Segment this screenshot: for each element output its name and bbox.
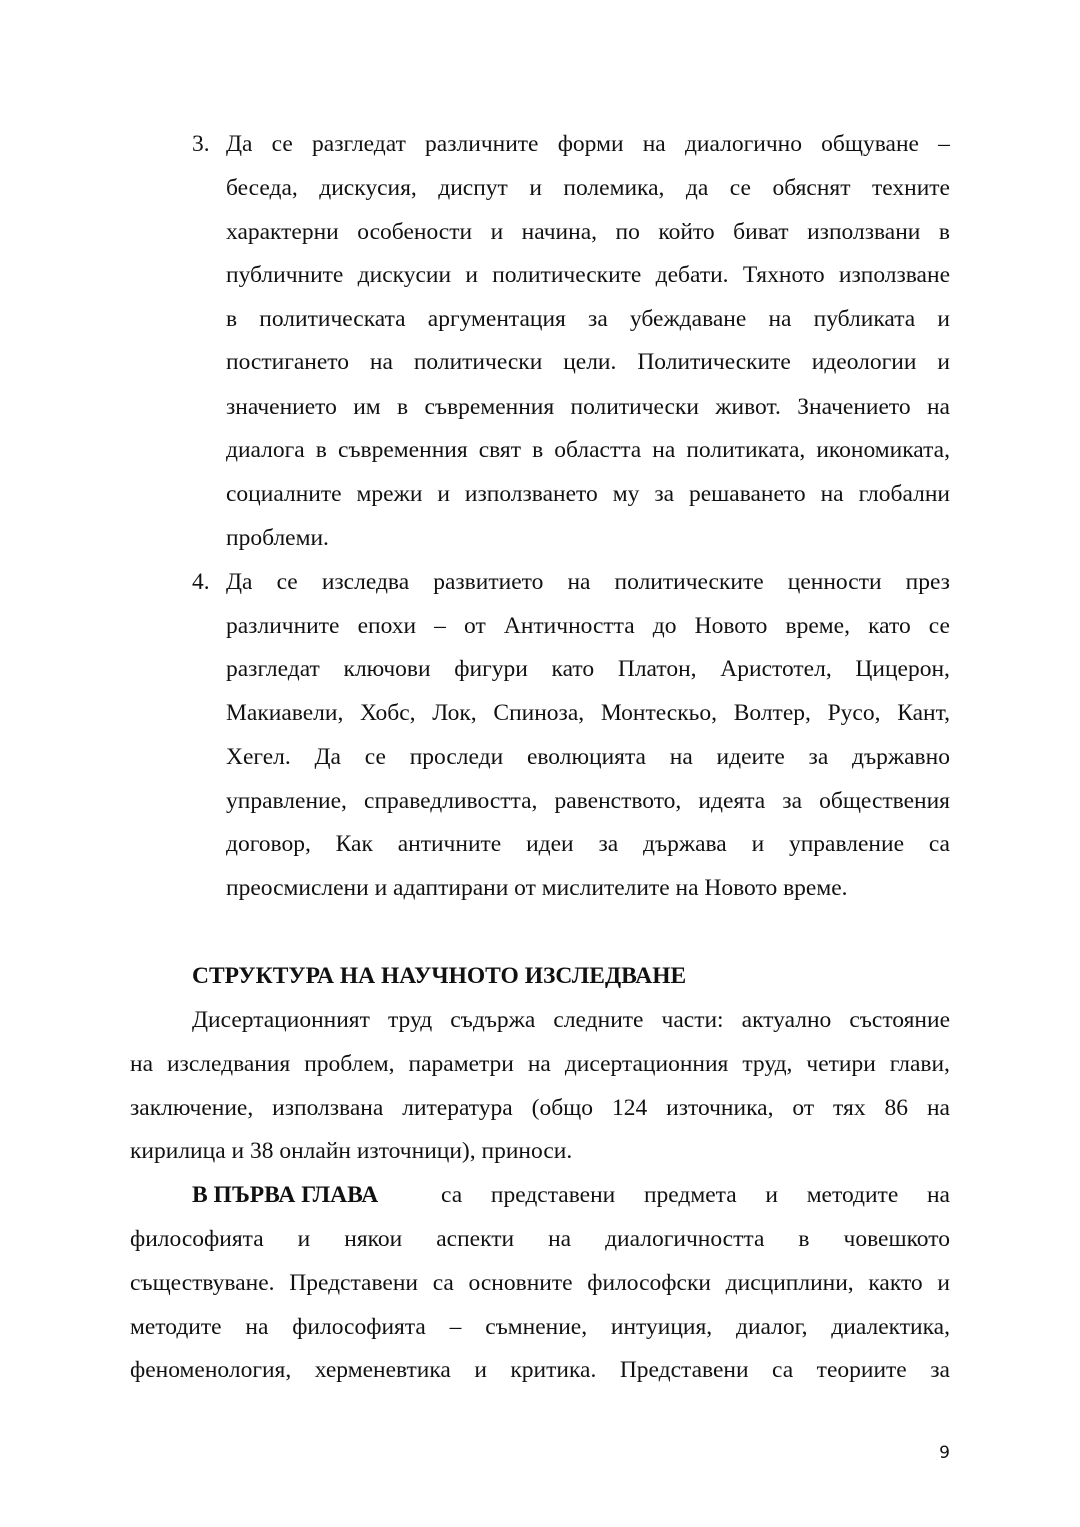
word: политическите: [492, 262, 642, 288]
word: –: [449, 1314, 462, 1340]
word: идеята: [698, 788, 766, 814]
word: се: [364, 744, 386, 770]
word: свят: [478, 437, 522, 463]
word: на: [245, 1314, 269, 1340]
word: дисциплини,: [725, 1270, 854, 1296]
word: равенството,: [554, 788, 682, 814]
word: в: [397, 394, 409, 420]
word: Спиноза,: [493, 700, 585, 726]
word: на: [527, 1051, 551, 1077]
word: актуално: [741, 1007, 832, 1033]
text-line: [226, 217, 950, 247]
word: обществения: [819, 788, 950, 814]
text-line: [226, 654, 950, 684]
word: както: [868, 1270, 923, 1296]
word: Лок,: [432, 700, 477, 726]
word: труд: [387, 1007, 433, 1033]
word: на: [768, 306, 792, 332]
word: и: [490, 219, 504, 245]
word: съвременния: [424, 394, 555, 420]
word: параметри: [408, 1051, 514, 1077]
word: социалните: [226, 481, 342, 507]
word: съдържа: [450, 1007, 536, 1033]
word: 124: [611, 1095, 648, 1121]
word: състояние: [849, 1007, 950, 1033]
word: живот.: [715, 394, 781, 420]
word: Да: [314, 744, 341, 770]
word: икономиката,: [816, 437, 950, 463]
word: –: [938, 131, 950, 157]
word: политиката,: [686, 437, 806, 463]
word: управление,: [226, 788, 347, 814]
word: на: [820, 481, 844, 507]
word: изследва: [321, 569, 410, 595]
word: през: [905, 569, 950, 595]
word: политическите: [614, 569, 764, 595]
word: методите: [806, 1182, 899, 1208]
word: се: [271, 131, 293, 157]
word: ключови: [343, 656, 431, 682]
word: му: [612, 481, 640, 507]
word: са: [772, 1357, 794, 1383]
word: източника,: [666, 1095, 774, 1121]
word: глобални: [858, 481, 950, 507]
word: в: [938, 219, 950, 245]
word: глави,: [889, 1051, 950, 1077]
word: заключение,: [130, 1095, 254, 1121]
word: на: [369, 349, 393, 375]
word: на: [567, 569, 591, 595]
word: фигури: [454, 656, 528, 682]
text-line: [226, 742, 950, 772]
word: изследвания: [166, 1051, 291, 1077]
word: критика.: [510, 1357, 597, 1383]
text-line: [226, 567, 950, 597]
word: Русо,: [827, 700, 881, 726]
word: дебати.: [655, 262, 729, 288]
text-line: [226, 435, 950, 465]
text-line: [441, 1180, 950, 1210]
word: Дисертационният: [192, 1007, 370, 1033]
word: еволюцията: [526, 744, 646, 770]
word: аспекти: [436, 1226, 515, 1252]
bold-lead: В ПЪРВА ГЛАВА: [192, 1182, 379, 1208]
word: обяснят: [772, 175, 851, 201]
word: и: [937, 349, 950, 375]
word: за: [598, 831, 619, 857]
word: на: [548, 1226, 572, 1252]
word: Представени: [289, 1270, 418, 1296]
word: Макиавели,: [226, 700, 344, 726]
word: Тяхното: [742, 262, 825, 288]
word: характерни: [226, 219, 339, 245]
word: в: [798, 1226, 810, 1252]
word: Политическите: [637, 349, 791, 375]
word: справедливостта,: [364, 788, 538, 814]
word: предмета: [643, 1182, 737, 1208]
word: Да: [226, 131, 253, 157]
word: проблем,: [304, 1051, 395, 1077]
word: интуиция,: [610, 1314, 713, 1340]
list-item-3-number: 3.: [192, 131, 210, 157]
text-line: проблеми.: [226, 525, 329, 551]
word: Монтескьо,: [600, 700, 717, 726]
word: някои: [344, 1226, 403, 1252]
word: дисертационния: [564, 1051, 729, 1077]
word: тях: [833, 1095, 866, 1121]
word: в: [532, 437, 544, 463]
word: проследи: [409, 744, 504, 770]
word: особености: [357, 219, 473, 245]
text-line: [226, 786, 950, 816]
word: дискусия,: [319, 175, 417, 201]
word: диалог,: [735, 1314, 808, 1340]
word: и: [765, 1182, 778, 1208]
word: на: [130, 1051, 154, 1077]
word: философията: [130, 1226, 264, 1252]
word: и: [437, 481, 450, 507]
word: значението: [226, 394, 337, 420]
word: ценности: [787, 569, 882, 595]
word: Волтер,: [733, 700, 811, 726]
word: и: [937, 306, 950, 332]
text-line: [226, 129, 950, 159]
word: съмнение,: [485, 1314, 588, 1340]
word: политически: [570, 394, 699, 420]
word: политически: [413, 349, 543, 375]
word: държава: [642, 831, 727, 857]
word: за: [588, 306, 608, 332]
word: като: [551, 656, 595, 682]
word: от: [792, 1095, 815, 1121]
text-line: [226, 829, 950, 859]
word: съществуване.: [130, 1270, 275, 1296]
word: диспут: [438, 175, 508, 201]
section-heading: СТРУКТУРА НА НАУЧНОТО ИЗСЛЕДВАНЕ: [192, 963, 687, 989]
text-line: [130, 1093, 950, 1123]
word: за: [654, 481, 675, 507]
word: диалогично: [684, 131, 802, 157]
word: Античността: [503, 613, 635, 639]
word: убеждаване: [629, 306, 747, 332]
text-line: [130, 1355, 950, 1385]
word: Кант,: [897, 700, 950, 726]
word: им: [353, 394, 381, 420]
word: на: [652, 437, 676, 463]
word: се: [729, 175, 751, 201]
word: Представени: [619, 1357, 749, 1383]
word: разгледат: [312, 131, 406, 157]
page-number: 9: [939, 1443, 950, 1463]
word: идеологии: [811, 349, 917, 375]
word: време,: [785, 613, 850, 639]
word: мрежи: [356, 481, 423, 507]
word: се: [928, 613, 950, 639]
word: античните: [397, 831, 502, 857]
word: Новото: [694, 613, 768, 639]
text-line: [226, 698, 950, 728]
word: и: [751, 831, 765, 857]
word: философски: [587, 1270, 711, 1296]
word: Аристотел,: [720, 656, 832, 682]
word: техните: [871, 175, 950, 201]
word: философията: [292, 1314, 426, 1340]
word: в: [315, 437, 327, 463]
word: общуване: [821, 131, 919, 157]
word: са: [441, 1182, 463, 1208]
word: който: [658, 219, 715, 245]
word: по: [615, 219, 640, 245]
word: използвана: [272, 1095, 384, 1121]
text-line: [226, 479, 950, 509]
word: части:: [661, 1007, 724, 1033]
word: държавно: [852, 744, 950, 770]
word: методите: [130, 1314, 222, 1340]
text-line: [130, 1268, 950, 1298]
word: публичните: [226, 262, 344, 288]
text-line: преосмислени и адаптирани от мислителите на Новото време.: [226, 875, 848, 901]
word: различните: [425, 131, 539, 157]
word: и: [297, 1226, 311, 1252]
word: форми: [557, 131, 624, 157]
word: развитието: [433, 569, 544, 595]
word: използвани: [807, 219, 921, 245]
word: Как: [335, 831, 373, 857]
word: използване: [838, 262, 950, 288]
word: биват: [733, 219, 789, 245]
word: епохи: [357, 613, 417, 639]
word: различните: [226, 613, 340, 639]
word: идеи: [526, 831, 574, 857]
word: областта: [554, 437, 642, 463]
word: за: [808, 744, 829, 770]
word: политическата: [259, 306, 406, 332]
word: решаването: [689, 481, 806, 507]
word: постигането: [226, 349, 349, 375]
word: използването: [464, 481, 598, 507]
text-line: [192, 1005, 950, 1035]
word: на: [669, 744, 693, 770]
word: 86: [884, 1095, 909, 1121]
word: теориите: [816, 1357, 907, 1383]
word: Хобс,: [360, 700, 416, 726]
word: и: [937, 1270, 950, 1296]
word: херменевтика: [314, 1357, 451, 1383]
word: на: [642, 131, 666, 157]
word: основните: [468, 1270, 573, 1296]
text-line: [226, 260, 950, 290]
word: Значението: [797, 394, 911, 420]
word: Да: [226, 569, 253, 595]
word: до: [652, 613, 677, 639]
word: диалектика,: [831, 1314, 950, 1340]
word: диалогичността: [605, 1226, 765, 1252]
text-line: [226, 173, 950, 203]
word: идеите: [716, 744, 785, 770]
word: се: [276, 569, 298, 595]
word: Хегел.: [226, 744, 291, 770]
word: в: [226, 306, 238, 332]
word: и: [465, 262, 478, 288]
text-line: [226, 611, 950, 641]
text-line: [226, 392, 950, 422]
word: договор,: [226, 831, 311, 857]
word: публиката: [813, 306, 916, 332]
word: Цицерон,: [855, 656, 950, 682]
text-line: [130, 1224, 950, 1254]
word: дискусии: [357, 262, 452, 288]
word: беседа,: [226, 175, 298, 201]
word: Платон,: [617, 656, 697, 682]
word: диалога: [226, 437, 305, 463]
word: са: [928, 831, 950, 857]
word: (общо: [531, 1095, 594, 1121]
word: съвременния: [337, 437, 468, 463]
text-line: кирилица и 38 онлайн източници), приноси.: [130, 1138, 573, 1164]
text-line: [226, 304, 950, 334]
word: литература: [402, 1095, 513, 1121]
word: представени: [490, 1182, 616, 1208]
word: следните: [553, 1007, 644, 1033]
word: на: [926, 1182, 950, 1208]
word: аргументация: [427, 306, 566, 332]
word: като: [868, 613, 911, 639]
list-item-4-number: 4.: [192, 569, 210, 595]
word: и: [474, 1357, 487, 1383]
word: човешкото: [843, 1226, 950, 1252]
word: феноменология,: [130, 1357, 292, 1383]
word: на: [926, 1095, 950, 1121]
word: цели.: [563, 349, 617, 375]
word: на: [926, 394, 950, 420]
text-line: [130, 1312, 950, 1342]
word: –: [434, 613, 446, 639]
word: за: [782, 788, 803, 814]
word: разгледат: [226, 656, 320, 682]
word: от: [464, 613, 486, 639]
word: управление: [788, 831, 905, 857]
word: да: [685, 175, 709, 201]
text-line: [130, 1049, 950, 1079]
word: полемика,: [563, 175, 665, 201]
word: за: [930, 1357, 950, 1383]
word: труд,: [742, 1051, 793, 1077]
word: и: [529, 175, 542, 201]
text-line: [226, 347, 950, 377]
word: са: [432, 1270, 454, 1296]
word: начина,: [521, 219, 598, 245]
word: четири: [806, 1051, 876, 1077]
